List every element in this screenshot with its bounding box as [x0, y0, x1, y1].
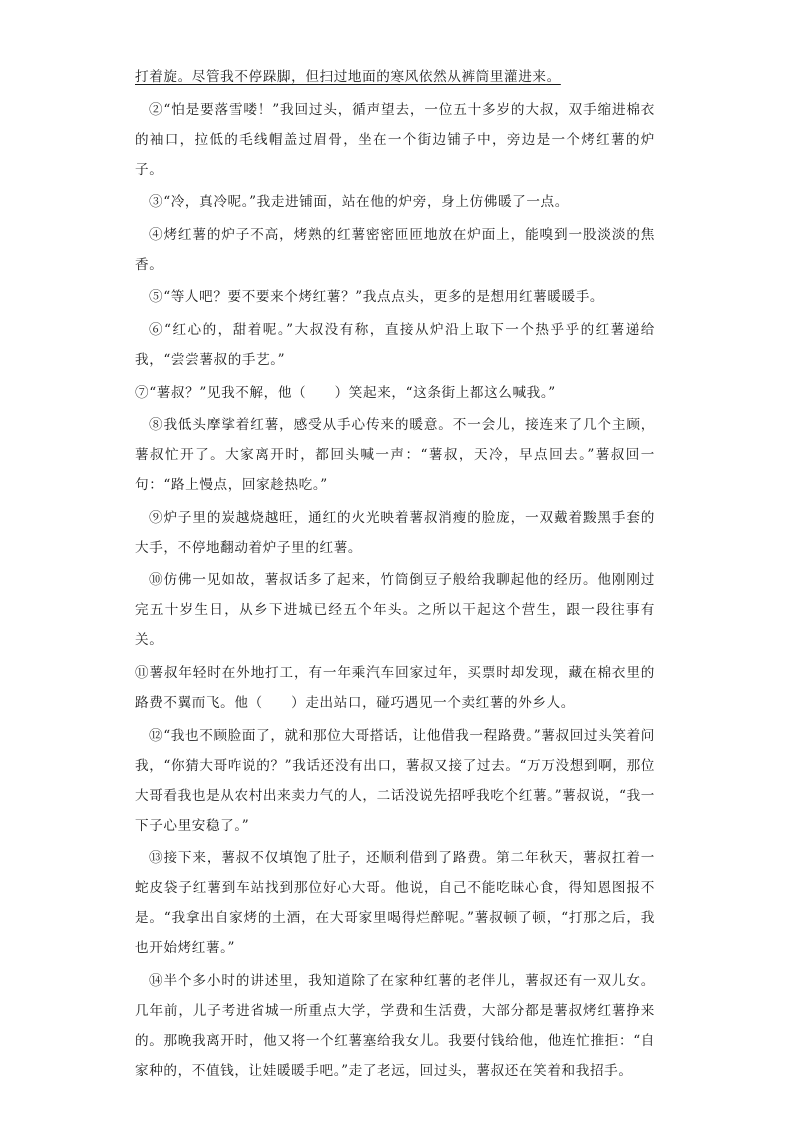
- paragraph-3: ③“冷，真冷呢。”我走进铺面，站在他的炉旁，身上仿佛暖了一点。: [149, 194, 569, 211]
- paragraph-12: ⑫“我也不顾脸面了，就和那位大哥搭话，让他借我一程路费。”薯叔回过头笑着问我，“你猜大哥咋说的？”我话还没有出口，薯叔又接了过去。“万万没想到啊，那位大哥看我也是从农村出来卖力气的人，二话没说先招呼我吃个红薯。”薯叔说，“我一下子心里安稳了。”: [135, 727, 655, 834]
- paragraph-6: ⑥“红心的，甜着呢。”大叔没有称，直接从炉沿上取下一个热乎乎的红薯递给我，“尝尝薯叔的手艺。”: [135, 321, 655, 368]
- paragraph-0: 打着旋。尽管我不停跺脚，但扫过地面的寒风依然从裤筒里灌进来。: [135, 69, 561, 85]
- document-page: [135, 62, 655, 1088]
- paragraph-9: ⑨炉子里的炭越烧越旺，通红的火光映着薯叔消瘦的脸庞，一双戴着黢黑手套的大手，不停地翻动着炉子里的红薯。: [135, 509, 655, 556]
- paragraph-8: ⑧我低头摩挲着红薯，感受从手心传来的暖意。不一会儿，接连来了几个主顾，薯叔忙开了。大家离开时，都回头喊一声：“薯叔，天冷，早点回去。”薯叔回一句：“路上慢点，回家趁热吃。”: [135, 417, 655, 494]
- paragraph-11: ⑪薯叔年轻时在外地打工，有一年乘汽车回家过年，买票时却发现，藏在棉衣里的路费不翼而飞。他（ ）走出站口，碰巧遇见一个卖红薯的外乡人。: [135, 664, 655, 711]
- paragraph-2: ②“怕是要落雪喽！”我回过头，循声望去，一位五十多岁的大叔，双手缩进棉衣的袖口，拉低的毛线帽盖过眉骨，坐在一个街边铺子中，旁边是一个烤红薯的炉子。: [135, 101, 655, 178]
- paragraph-4: ④烤红薯的炉子不高，烤熟的红薯密密匝匝地放在炉面上，能嗅到一股淡淡的焦香。: [135, 226, 655, 273]
- paragraph-10: ⑩仿佛一见如故，薯叔话多了起来，竹筒倒豆子般给我聊起他的经历。他刚刚过完五十岁生日，从乡下进城已经五个年头。之所以干起这个营生，跟一段往事有关。: [135, 572, 655, 649]
- paragraph-13: ⑬接下来，薯叔不仅填饱了肚子，还顺利借到了路费。第二年秋天，薯叔扛着一蛇皮袋子红薯到车站找到那位好心大哥。他说，自己不能吃昧心食，得知恩图报不是。“我拿出自家烤的土酒，在大哥家里喝得烂醉呢。”薯叔顿了顿，“打那之后，我也开始烤红薯。”: [135, 850, 655, 957]
- paragraph-5: ⑤“等人吧？要不要来个烤红薯？”我点点头，更多的是想用红薯暖暖手。: [149, 289, 605, 306]
- paragraph-14: ⑭半个多小时的讲述里，我知道除了在家种红薯的老伴儿，薯叔还有一双儿女。几年前，儿子考进省城一所重点大学，学费和生活费，大部分都是薯叔烤红薯挣来的。那晚我离开时，他又将一个红薯塞给我女儿。我要付钱给他，他连忙推拒：“自家种的，不值钱，让娃暖暖手吧。”走了老远，回过头，薯叔还在笑着和我招手。: [135, 972, 655, 1079]
- paragraph-7: ⑦“薯叔？”见我不解，他（ ）笑起来，“这条街上都这么喊我。”: [135, 384, 556, 401]
